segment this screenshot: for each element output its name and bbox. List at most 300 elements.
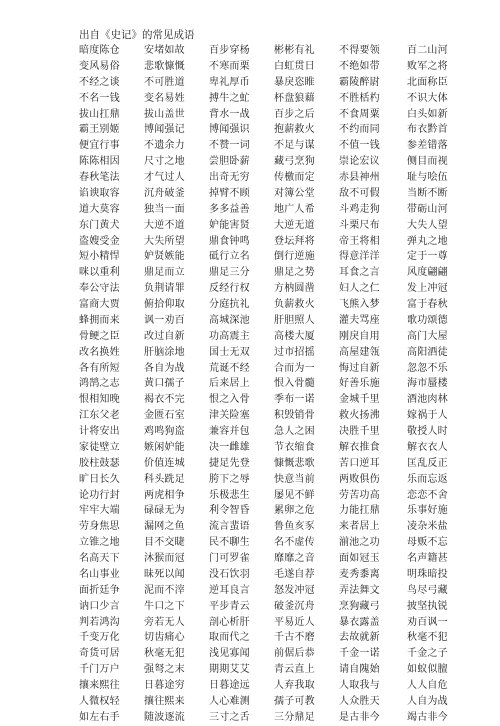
idiom-cell: 日暮途远 — [209, 680, 250, 691]
idiom-cell: 反经行权 — [209, 283, 250, 295]
idiom-cell: 科头跣足 — [144, 473, 185, 485]
idiom-cell: 平步青云 — [209, 600, 250, 612]
idiom-cell: 旁若无人 — [144, 616, 185, 628]
idiom-cell: 利令智昏 — [209, 505, 250, 517]
idiom-cell: 随波逐流 — [144, 711, 185, 723]
idiom-cell: 江东父老 — [79, 410, 120, 422]
idiom-cell: 计将安出 — [79, 426, 120, 437]
idiom-cell: 人自为战 — [407, 695, 448, 707]
idiom-cell: 灌夫骂座 — [339, 314, 380, 326]
idiom-cell: 霸陵醉尉 — [339, 76, 380, 88]
idiom-grid — [79, 43, 489, 726]
idiom-cell: 胶柱鼓瑟 — [79, 457, 120, 469]
idiom-cell: 合而为一 — [274, 362, 315, 374]
idiom-cell: 敌不可假 — [339, 187, 380, 199]
idiom-cell: 布衣黔首 — [407, 124, 448, 136]
idiom-cell: 漏网之鱼 — [144, 521, 185, 533]
idiom-cell: 解衣衣人 — [407, 441, 448, 453]
idiom-cell: 改过自新 — [144, 330, 185, 342]
idiom-cell: 赤县神州 — [339, 172, 380, 183]
idiom-cell: 方枘圆凿 — [274, 283, 315, 295]
idiom-cell: 人众胜天 — [339, 695, 380, 707]
idiom-cell: 彬彬有礼 — [274, 45, 315, 56]
idiom-cell: 千变万化 — [79, 632, 120, 644]
idiom-cell: 暗度陈仓 — [79, 45, 120, 56]
idiom-cell: 恨入骨髓 — [274, 378, 315, 390]
idiom-cell: 帝王将相 — [339, 235, 380, 247]
idiom-cell: 竭古非今 — [407, 711, 448, 723]
idiom-cell: 攘往熙来 — [144, 695, 185, 707]
idiom-cell: 日暮途穷 — [144, 680, 185, 691]
idiom-cell: 掉臂不顾 — [209, 187, 250, 199]
idiom-cell: 杯盘狼藉 — [274, 92, 315, 104]
idiom-row — [79, 122, 489, 138]
idiom-cell: 秋毫不犯 — [407, 632, 448, 644]
idiom-cell: 发上冲冠 — [407, 283, 448, 295]
idiom-cell: 飞熊入梦 — [339, 299, 380, 310]
idiom-cell: 千古不磨 — [274, 632, 315, 644]
idiom-cell: 面如冠玉 — [339, 553, 380, 564]
idiom-cell: 百步之后 — [274, 108, 315, 120]
idiom-cell: 藏弓烹狗 — [274, 156, 315, 168]
idiom-cell: 富于春秋 — [407, 299, 448, 310]
idiom-cell: 劳身焦思 — [79, 521, 120, 533]
idiom-cell: 是古非今 — [339, 711, 380, 723]
idiom-cell: 嫉闲妒能 — [144, 441, 185, 453]
idiom-cell: 决胜千里 — [339, 426, 380, 437]
idiom-cell: 判若鸿沟 — [79, 616, 120, 628]
idiom-cell: 人微权轻 — [79, 695, 120, 707]
idiom-cell: 抱薪救火 — [274, 124, 315, 136]
idiom-cell: 如蚁似膻 — [407, 664, 448, 676]
idiom-cell: 攘来熙往 — [79, 680, 120, 691]
idiom-cell: 分庭抗礼 — [209, 299, 250, 310]
idiom-row — [79, 615, 489, 631]
idiom-cell: 去故就新 — [339, 632, 380, 644]
idiom-cell: 沉舟破釜 — [144, 187, 185, 199]
idiom-cell: 各有所短 — [79, 362, 120, 374]
idiom-cell: 名声籍甚 — [407, 553, 448, 564]
idiom-cell: 来者居上 — [339, 521, 380, 533]
idiom-cell: 青云直上 — [274, 664, 315, 676]
idiom-cell: 匡乱反正 — [407, 457, 448, 469]
idiom-cell: 侧目而视 — [407, 156, 448, 168]
idiom-cell: 败军之将 — [407, 60, 448, 72]
idiom-cell: 金匮石室 — [144, 410, 185, 422]
idiom-row — [79, 503, 489, 519]
idiom-cell: 不赞一词 — [209, 140, 250, 152]
idiom-row — [79, 567, 489, 583]
idiom-cell: 人人自危 — [407, 680, 448, 691]
idiom-row — [79, 424, 489, 440]
idiom-cell: 平易近人 — [274, 616, 315, 628]
idiom-cell: 东门黄犬 — [79, 219, 120, 231]
idiom-cell: 北面称臣 — [407, 76, 448, 88]
idiom-row — [79, 440, 489, 456]
idiom-cell: 鼎足之势 — [274, 267, 315, 279]
idiom-cell: 各自为战 — [144, 362, 185, 374]
idiom-cell: 国士无双 — [209, 346, 250, 358]
idiom-cell: 弄法舞文 — [339, 584, 380, 596]
idiom-cell: 不得要领 — [339, 45, 380, 56]
idiom-cell: 慷慨悲歌 — [274, 457, 315, 469]
idiom-cell: 快意当前 — [274, 473, 315, 485]
idiom-cell: 不胜栝杓 — [339, 92, 380, 104]
idiom-cell: 季布一诺 — [274, 394, 315, 406]
idiom-cell: 劳苦功高 — [339, 489, 380, 501]
idiom-cell: 便宜行事 — [79, 140, 120, 152]
idiom-cell: 斗栗尺布 — [339, 219, 380, 231]
idiom-cell: 沐猴而冠 — [144, 553, 185, 564]
idiom-cell: 悲歌慷慨 — [144, 60, 185, 72]
document-title: 出自《史记》的常见成语 — [79, 29, 195, 41]
idiom-cell: 逆耳良言 — [209, 584, 250, 596]
idiom-cell: 酒池肉林 — [407, 394, 448, 406]
document-body — [79, 28, 489, 726]
idiom-cell: 金城千里 — [339, 394, 380, 406]
idiom-cell: 风度翩翩 — [407, 267, 448, 279]
idiom-cell: 大逆不道 — [144, 219, 185, 231]
idiom-cell: 人取我与 — [339, 680, 380, 691]
idiom-cell: 登坛拜将 — [274, 235, 315, 247]
idiom-cell: 解衣推食 — [339, 441, 380, 453]
idiom-cell: 大失所望 — [144, 235, 185, 247]
idiom-cell: 耻与哙伍 — [407, 172, 448, 183]
idiom-cell: 名山事业 — [79, 568, 120, 580]
idiom-cell: 肝胆照人 — [274, 314, 315, 326]
idiom-row — [79, 456, 489, 472]
idiom-cell: 拔山盖世 — [144, 108, 185, 120]
idiom-cell: 如左右手 — [79, 711, 120, 723]
idiom-cell: 毛遂自荐 — [274, 568, 315, 580]
idiom-cell: 功高震主 — [209, 330, 250, 342]
idiom-cell: 忽忽不乐 — [407, 362, 448, 374]
idiom-cell: 鼎食钟鸣 — [209, 235, 250, 247]
idiom-cell: 名不虚传 — [274, 537, 315, 549]
idiom-cell: 三分鼎足 — [274, 711, 315, 723]
idiom-cell: 剖心析肝 — [209, 616, 250, 628]
idiom-cell: 恨相知晚 — [79, 394, 120, 406]
idiom-row — [79, 170, 489, 186]
idiom-cell: 积毁销骨 — [274, 410, 315, 422]
idiom-cell: 骨鲠之臣 — [79, 330, 120, 342]
idiom-cell: 乐而忘返 — [407, 473, 448, 485]
idiom-cell: 不寒而栗 — [209, 60, 250, 72]
idiom-row — [79, 297, 489, 313]
idiom-cell: 对簿公堂 — [274, 187, 315, 199]
idiom-row — [79, 218, 489, 234]
idiom-cell: 流言蜚语 — [209, 521, 250, 533]
idiom-cell: 讽一劝百 — [144, 314, 185, 326]
idiom-cell: 改名换姓 — [79, 346, 120, 358]
idiom-cell: 大失人望 — [407, 219, 448, 231]
idiom-cell: 变风易俗 — [79, 60, 120, 72]
idiom-cell: 千金一诺 — [339, 648, 380, 660]
idiom-cell: 刚戾自用 — [339, 330, 380, 342]
idiom-cell: 大逆无道 — [274, 219, 315, 231]
idiom-cell: 论功行封 — [79, 489, 120, 501]
idiom-cell: 多多益善 — [209, 203, 250, 215]
idiom-cell: 咪以重利 — [79, 267, 120, 279]
idiom-row — [79, 646, 489, 662]
idiom-cell: 妒贤嫉能 — [144, 251, 185, 263]
idiom-cell: 敬授人时 — [407, 426, 448, 437]
idiom-row — [79, 361, 489, 377]
idiom-cell: 不经之谈 — [79, 76, 120, 88]
idiom-cell: 地广人希 — [274, 203, 315, 215]
idiom-row — [79, 202, 489, 218]
idiom-cell: 博闻强识 — [209, 124, 250, 136]
idiom-row — [79, 678, 489, 694]
idiom-cell: 家徒壁立 — [79, 441, 120, 453]
idiom-cell: 千门万户 — [79, 664, 120, 676]
idiom-row — [79, 186, 489, 202]
idiom-cell: 带砺山河 — [407, 203, 448, 215]
idiom-cell: 高阳酒徒 — [407, 346, 448, 358]
idiom-cell: 黄口孺子 — [144, 378, 185, 390]
idiom-cell: 砥行立名 — [209, 251, 250, 263]
idiom-cell: 鸟尽弓藏 — [407, 584, 448, 596]
idiom-row — [79, 408, 489, 424]
idiom-cell: 鼎足三分 — [209, 267, 250, 279]
idiom-cell: 不约而同 — [339, 124, 380, 136]
idiom-row — [79, 43, 489, 59]
idiom-cell: 谄谀取容 — [79, 187, 120, 199]
idiom-cell: 烹狗藏弓 — [339, 600, 380, 612]
idiom-cell: 力能扛鼎 — [339, 505, 380, 517]
idiom-cell: 百步穿杨 — [209, 45, 250, 56]
idiom-row — [79, 281, 489, 297]
idiom-row — [79, 249, 489, 265]
idiom-cell: 得意洋洋 — [339, 251, 380, 263]
idiom-cell: 乐极悲生 — [209, 489, 250, 501]
idiom-cell: 胯下之辱 — [209, 473, 250, 485]
idiom-row — [79, 345, 489, 361]
idiom-cell: 劝百讽一 — [407, 616, 448, 628]
idiom-cell: 肝脑涂地 — [144, 346, 185, 358]
idiom-cell: 人弃我取 — [274, 680, 315, 691]
idiom-cell: 奉公守法 — [79, 283, 120, 295]
idiom-cell: 秋毫无犯 — [144, 648, 185, 660]
idiom-row — [79, 154, 489, 170]
idiom-cell: 歌功颂德 — [407, 314, 448, 326]
idiom-cell: 明珠暗投 — [407, 568, 448, 580]
idiom-cell: 门可罗雀 — [209, 553, 250, 564]
idiom-cell: 背水一战 — [209, 108, 250, 120]
idiom-cell: 牛口之下 — [144, 600, 185, 612]
idiom-cell: 耳食之言 — [339, 267, 380, 279]
idiom-cell: 传檄而定 — [274, 172, 315, 183]
idiom-cell: 鸡鸣狗盗 — [144, 426, 185, 437]
idiom-row — [79, 392, 489, 408]
idiom-cell: 名高天下 — [79, 553, 120, 564]
idiom-cell: 讷口少言 — [79, 600, 120, 612]
idiom-cell: 节衣缩食 — [274, 441, 315, 453]
idiom-cell: 搏牛之虻 — [209, 92, 250, 104]
idiom-cell: 变名易姓 — [144, 92, 185, 104]
idiom-row — [79, 694, 489, 710]
idiom-cell: 荒诞不经 — [209, 362, 250, 374]
idiom-cell: 当断不断 — [407, 187, 448, 199]
idiom-cell: 兼容并包 — [209, 426, 250, 437]
idiom-cell: 取而代之 — [209, 632, 250, 644]
idiom-row — [79, 265, 489, 281]
idiom-cell: 才气过人 — [144, 172, 185, 183]
idiom-cell: 暴衣露盖 — [339, 616, 380, 628]
idiom-cell: 不遗余力 — [144, 140, 185, 152]
idiom-row — [79, 91, 489, 107]
idiom-cell: 道大莫容 — [79, 203, 120, 215]
idiom-cell: 屡见不鲜 — [274, 489, 315, 501]
idiom-cell: 不食周粟 — [339, 108, 380, 120]
idiom-cell: 切齿痛心 — [144, 632, 185, 644]
idiom-row — [79, 662, 489, 678]
idiom-cell: 拔山扛鼎 — [79, 108, 120, 120]
idiom-cell: 蜂拥而来 — [79, 314, 120, 326]
idiom-row — [79, 313, 489, 329]
idiom-cell: 陈陈相因 — [79, 156, 120, 168]
idiom-cell: 褐衣不完 — [144, 394, 185, 406]
idiom-cell: 卑礼厚币 — [209, 76, 250, 88]
idiom-cell: 捷足先登 — [209, 457, 250, 469]
idiom-cell: 暴戾恣睢 — [274, 76, 315, 88]
idiom-cell: 怒发冲冠 — [274, 584, 315, 596]
idiom-cell: 定于一尊 — [407, 251, 448, 263]
idiom-cell: 弹丸之地 — [407, 235, 448, 247]
idiom-row — [79, 535, 489, 551]
idiom-cell: 出奇无穷 — [209, 172, 250, 183]
idiom-row — [79, 551, 489, 567]
idiom-cell: 高屋建瓴 — [339, 346, 380, 358]
idiom-cell: 急人之困 — [274, 426, 315, 437]
idiom-cell: 尺寸之地 — [144, 156, 185, 168]
idiom-cell: 不可胜道 — [144, 76, 185, 88]
idiom-cell: 价值连城 — [144, 457, 185, 469]
idiom-cell: 尝胆卧薪 — [209, 156, 250, 168]
idiom-cell: 累卵之危 — [274, 505, 315, 517]
idiom-cell: 不足与谋 — [274, 140, 315, 152]
idiom-cell: 安堵如故 — [144, 45, 185, 56]
idiom-cell: 博闻强记 — [144, 124, 185, 136]
idiom-cell: 母贩不忘 — [407, 537, 448, 549]
idiom-row — [79, 329, 489, 345]
idiom-cell: 参差错落 — [407, 140, 448, 152]
idiom-row — [79, 472, 489, 488]
idiom-cell: 负荆请罪 — [144, 283, 185, 295]
idiom-cell: 盗嫂受金 — [79, 235, 120, 247]
idiom-row — [79, 75, 489, 91]
idiom-cell: 倒行逆施 — [274, 251, 315, 263]
idiom-cell: 立锥之地 — [79, 537, 120, 549]
idiom-cell: 昧死以闻 — [144, 568, 185, 580]
idiom-cell: 前倨后恭 — [274, 648, 315, 660]
idiom-row — [79, 234, 489, 250]
idiom-cell: 富商大贾 — [79, 299, 120, 310]
idiom-row — [79, 630, 489, 646]
idiom-cell: 请自隗始 — [339, 664, 380, 676]
idiom-cell: 千金之子 — [407, 648, 448, 660]
idiom-row — [79, 107, 489, 123]
idiom-cell: 好善乐施 — [339, 378, 380, 390]
idiom-cell: 津关险塞 — [209, 410, 250, 422]
idiom-cell: 乐事好施 — [407, 505, 448, 517]
idiom-cell: 两败俱伤 — [339, 473, 380, 485]
idiom-cell: 两虎相争 — [144, 489, 185, 501]
idiom-cell: 海市蜃楼 — [407, 378, 448, 390]
idiom-cell: 强弩之末 — [144, 664, 185, 676]
idiom-cell: 面折廷争 — [79, 584, 120, 596]
idiom-cell: 湔池之功 — [339, 537, 380, 549]
idiom-cell: 披坚执锐 — [407, 600, 448, 612]
idiom-cell: 妇人之仁 — [339, 283, 380, 295]
idiom-cell: 不名一钱 — [79, 92, 120, 104]
idiom-row — [79, 599, 489, 615]
idiom-cell: 白虹贯日 — [274, 60, 315, 72]
idiom-cell: 高楼大厦 — [274, 330, 315, 342]
idiom-cell: 后来居上 — [209, 378, 250, 390]
idiom-cell: 不值一钱 — [339, 140, 380, 152]
idiom-cell: 俯拾仰取 — [144, 299, 185, 310]
idiom-row — [79, 519, 489, 535]
idiom-cell: 奇货可居 — [79, 648, 120, 660]
idiom-cell: 三寸之舌 — [209, 711, 250, 723]
idiom-cell: 不识大体 — [407, 92, 448, 104]
idiom-cell: 百二山河 — [407, 45, 448, 56]
idiom-cell: 破釜沉舟 — [274, 600, 315, 612]
idiom-cell: 嫁祸于人 — [407, 410, 448, 422]
idiom-cell: 斗鸡走狗 — [339, 203, 380, 215]
idiom-cell: 崇论宏议 — [339, 156, 380, 168]
idiom-cell: 鸿鹄之志 — [79, 378, 120, 390]
idiom-cell: 浅见寡闻 — [209, 648, 250, 660]
idiom-cell: 悔过自新 — [339, 362, 380, 374]
idiom-cell: 救火扬沸 — [339, 410, 380, 422]
idiom-cell: 过市招摇 — [274, 346, 315, 358]
idiom-cell: 白头如新 — [407, 108, 448, 120]
idiom-cell: 麦秀黍离 — [339, 568, 380, 580]
idiom-cell: 苦口逆耳 — [339, 457, 380, 469]
idiom-cell: 决一雌雄 — [209, 441, 250, 453]
idiom-cell: 独当一面 — [144, 203, 185, 215]
idiom-row — [79, 59, 489, 75]
idiom-cell: 鼎足而立 — [144, 267, 185, 279]
idiom-row — [79, 488, 489, 504]
idiom-row — [79, 376, 489, 392]
idiom-cell: 凌杂米盐 — [407, 521, 448, 533]
idiom-cell: 碌碌无为 — [144, 505, 185, 517]
idiom-cell: 民不聊生 — [209, 537, 250, 549]
idiom-cell: 春秋笔法 — [79, 172, 120, 183]
idiom-cell: 人心难测 — [209, 695, 250, 707]
idiom-cell: 妒能害贤 — [209, 219, 250, 231]
idiom-row — [79, 583, 489, 599]
idiom-cell: 旷日长久 — [79, 473, 120, 485]
idiom-cell: 靡靡之音 — [274, 553, 315, 564]
idiom-cell: 鲁鱼亥豕 — [274, 521, 315, 533]
idiom-cell: 恨之入骨 — [209, 394, 250, 406]
idiom-cell: 不绝如带 — [339, 60, 380, 72]
idiom-cell: 牢牢大端 — [79, 505, 120, 517]
idiom-cell: 泥而不滓 — [144, 584, 185, 596]
idiom-cell: 高门大屋 — [407, 330, 448, 342]
idiom-cell: 短小精悍 — [79, 251, 120, 263]
idiom-cell: 恋恋不舍 — [407, 489, 448, 501]
idiom-row — [79, 710, 489, 726]
idiom-cell: 目不交睫 — [144, 537, 185, 549]
idiom-cell: 期期艾艾 — [209, 664, 250, 676]
idiom-cell: 孺子可教 — [274, 695, 315, 707]
idiom-cell: 霸王别姬 — [79, 124, 120, 136]
